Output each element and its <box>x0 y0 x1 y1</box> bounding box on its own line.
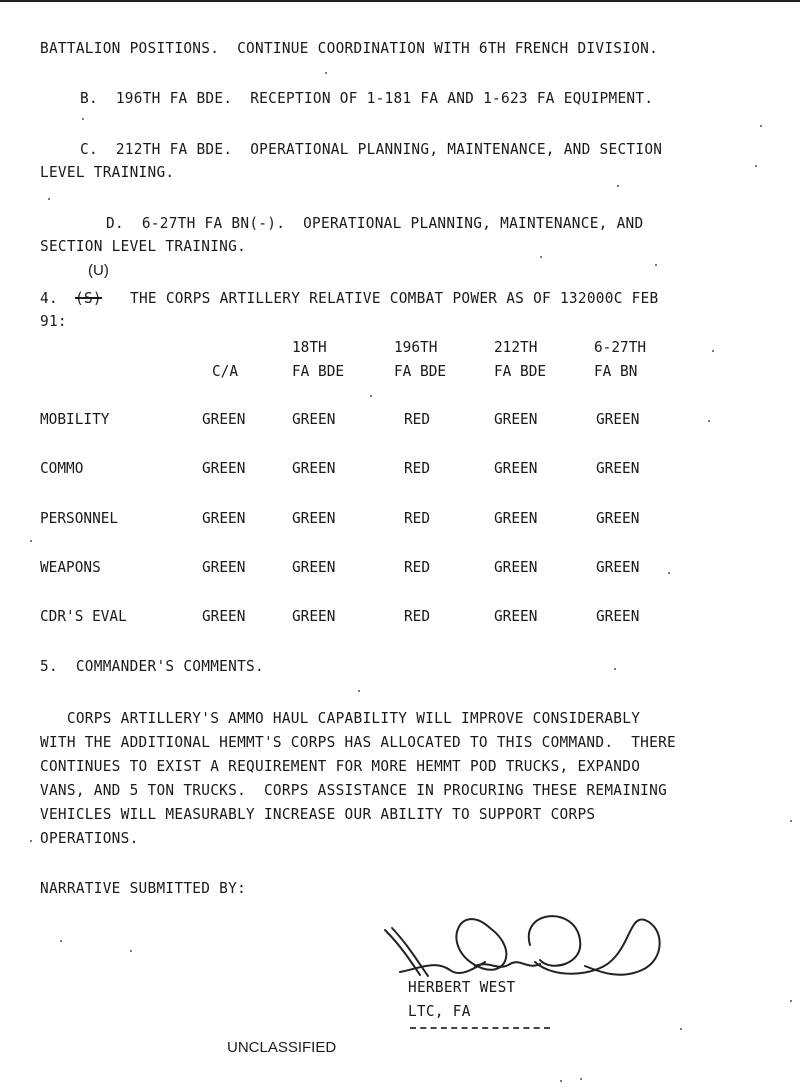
row-label: WEAPONS <box>40 558 101 576</box>
classification-footer: UNCLASSIFIED <box>227 1039 337 1056</box>
table-cell: GREEN <box>202 607 246 625</box>
handwritten-signature <box>380 890 680 990</box>
table-cell: GREEN <box>202 459 246 477</box>
column-header-line2: C/A <box>212 362 239 380</box>
table-cell: GREEN <box>596 558 640 576</box>
signature-underline <box>410 1027 550 1031</box>
submitted-by-label: NARRATIVE SUBMITTED BY: <box>40 879 247 897</box>
section3-item-d-line1: D. 6-27TH FA BN(-). OPERATIONAL PLANNING, MAINTENANCE, AND <box>106 214 644 232</box>
section5-heading: 5. COMMANDER'S COMMENTS. <box>40 657 264 675</box>
table-cell: GREEN <box>292 410 336 428</box>
column-header-line2: FA BDE <box>394 362 447 380</box>
column-header-line1: 6-27TH <box>594 338 647 356</box>
section4-heading-line1: THE CORPS ARTILLERY RELATIVE COMBAT POWER AS OF 132000C FEB <box>130 289 659 307</box>
paragraph-line: CORPS ARTILLERY'S AMMO HAUL CAPABILITY WILL IMPROVE CONSIDERABLY <box>40 709 641 727</box>
table-cell: GREEN <box>494 410 538 428</box>
column-header-line2: FA BN <box>594 362 638 380</box>
table-cell: GREEN <box>494 509 538 527</box>
table-cell: RED <box>404 410 431 428</box>
paragraph-line: VANS, AND 5 TON TRUCKS. CORPS ASSISTANCE IN PROCURING THESE REMAINING <box>40 781 668 799</box>
section4-number: 4. <box>40 289 58 307</box>
section4-heading-line2: 91: <box>40 312 67 330</box>
table-cell: RED <box>404 509 431 527</box>
table-cell: GREEN <box>596 509 640 527</box>
paragraph-line: WITH THE ADDITIONAL HEMMT'S CORPS HAS ALLOCATED TO THIS COMMAND. THERE <box>40 733 676 751</box>
table-cell: RED <box>404 459 431 477</box>
signer-name: HERBERT WEST <box>408 978 516 996</box>
table-cell: GREEN <box>494 607 538 625</box>
paragraph-line: VEHICLES WILL MEASURABLY INCREASE OUR ABILITY TO SUPPORT CORPS <box>40 805 596 823</box>
table-cell: GREEN <box>202 509 246 527</box>
top-border <box>0 0 800 2</box>
column-header-line2: FA BDE <box>494 362 547 380</box>
handwritten-classification-marking: (U) <box>88 262 109 279</box>
signer-title: LTC, FA <box>408 1002 471 1020</box>
section3-item-c-line2: LEVEL TRAINING. <box>40 163 175 181</box>
column-header-line1: 196TH <box>394 338 438 356</box>
table-cell: GREEN <box>494 558 538 576</box>
row-label: COMMO <box>40 459 84 477</box>
row-label: MOBILITY <box>40 410 110 428</box>
table-cell: RED <box>404 558 431 576</box>
table-cell: GREEN <box>292 459 336 477</box>
struck-classification-marking: (S) <box>75 289 102 307</box>
column-header-line1: 212TH <box>494 338 538 356</box>
row-label: PERSONNEL <box>40 509 119 527</box>
section3-item-d-line2: SECTION LEVEL TRAINING. <box>40 237 247 255</box>
row-label: CDR'S EVAL <box>40 607 127 625</box>
section3-item-b: B. 196TH FA BDE. RECEPTION OF 1-181 FA AND 1-623 FA EQUIPMENT. <box>80 89 654 107</box>
table-cell: RED <box>404 607 431 625</box>
table-cell: GREEN <box>292 558 336 576</box>
column-header-line2: FA BDE <box>292 362 345 380</box>
table-cell: GREEN <box>596 607 640 625</box>
paragraph-line: CONTINUES TO EXIST A REQUIREMENT FOR MORE HEMMT POD TRUCKS, EXPANDO <box>40 757 641 775</box>
table-cell: GREEN <box>596 459 640 477</box>
table-cell: GREEN <box>596 410 640 428</box>
paragraph-line: OPERATIONS. <box>40 829 139 847</box>
column-header-line1: 18TH <box>292 338 327 356</box>
table-cell: GREEN <box>494 459 538 477</box>
table-cell: GREEN <box>202 558 246 576</box>
table-cell: GREEN <box>292 509 336 527</box>
table-cell: GREEN <box>202 410 246 428</box>
table-cell: GREEN <box>292 607 336 625</box>
section3-continuation: BATTALION POSITIONS. CONTINUE COORDINATION WITH 6TH FRENCH DIVISION. <box>40 39 659 57</box>
section3-item-c-line1: C. 212TH FA BDE. OPERATIONAL PLANNING, MAINTENANCE, AND SECTION <box>80 140 663 158</box>
